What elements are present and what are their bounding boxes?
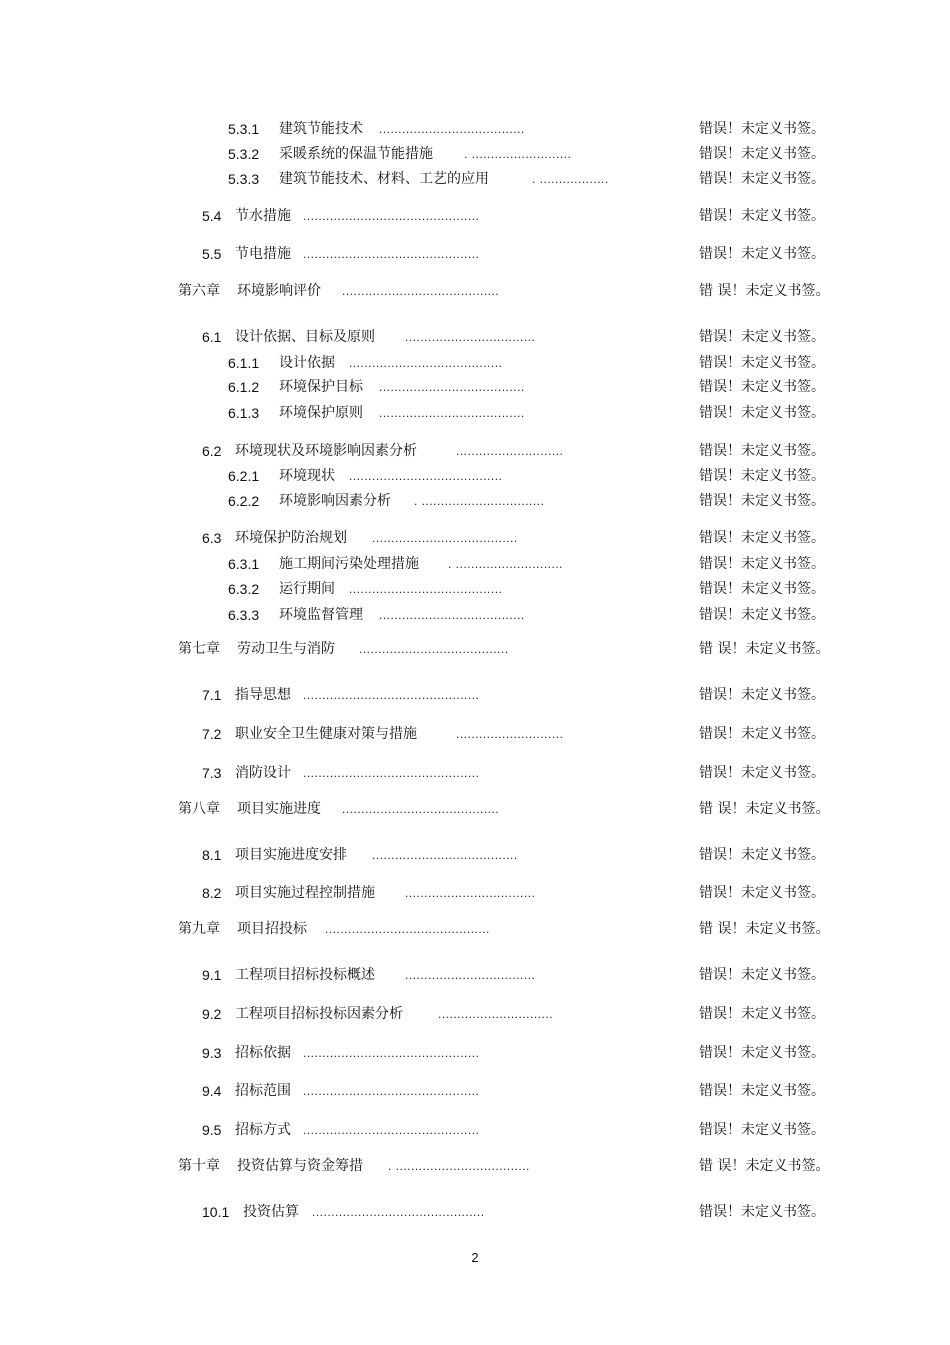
toc-title[interactable]: 运行期间 (279, 581, 335, 597)
toc-leader: .............................................. (303, 688, 480, 702)
toc-entry[interactable] (0, 490, 950, 512)
toc-chapter[interactable] (0, 918, 950, 940)
toc-entry[interactable] (0, 168, 950, 190)
toc-title[interactable]: 项目招投标 (237, 921, 307, 937)
toc-leader: ...................................... (372, 848, 518, 862)
toc-chapter-number: 第九章 (178, 921, 220, 937)
toc-chapter[interactable] (0, 798, 950, 820)
toc-title[interactable]: 环境现状 (279, 468, 335, 484)
toc-title[interactable]: 环境影响评价 (237, 283, 321, 299)
toc-chapter-number: 第八章 (178, 801, 220, 817)
toc-page-ref[interactable]: 错误！未定义书签。 (699, 556, 825, 572)
toc-entry[interactable] (0, 1201, 950, 1223)
toc-title[interactable]: 项目实施过程控制措施 (235, 885, 375, 901)
toc-number: 9.5 (202, 1122, 222, 1138)
toc-title[interactable]: 投资估算与资金筹措 (237, 1158, 363, 1174)
toc-number: 9.2 (202, 1006, 222, 1022)
toc-number: 5.5 (202, 246, 222, 262)
toc-chapter-number: 第十章 (178, 1158, 220, 1174)
toc-title[interactable]: 招标依据 (235, 1045, 291, 1061)
toc-entry[interactable] (0, 352, 950, 374)
toc-leader: ...................................... (379, 608, 525, 622)
toc-chapter-number: 第七章 (178, 641, 220, 657)
toc-number: 5.3.1 (228, 121, 260, 137)
toc-entry[interactable] (0, 402, 950, 424)
toc-leader: ............................................. (312, 1205, 485, 1219)
toc-entry[interactable] (0, 527, 950, 549)
toc-number: 9.1 (202, 967, 222, 983)
toc-page-ref[interactable]: 错误！未定义书签。 (699, 581, 825, 597)
toc-title[interactable]: 劳动卫生与消防 (237, 641, 335, 657)
toc-page-ref[interactable]: 错 误！未定义书签。 (699, 1158, 830, 1174)
toc-title[interactable]: 建筑节能技术 (279, 121, 363, 137)
toc-number: 5.3.2 (228, 146, 260, 162)
toc-leader: ........................................ (349, 469, 503, 483)
toc-number: 9.4 (202, 1083, 222, 1099)
toc-title[interactable]: 环境保护防治规划 (235, 530, 347, 546)
toc-title[interactable]: 招标范围 (235, 1083, 291, 1099)
toc-title[interactable]: 设计依据 (279, 355, 335, 371)
toc-page-ref[interactable]: 错误！未定义书签。 (699, 171, 825, 187)
toc-title[interactable]: 投资估算 (243, 1204, 299, 1220)
toc-entry[interactable] (0, 440, 950, 462)
toc-entry[interactable] (0, 1119, 950, 1141)
toc-page-ref[interactable]: 错误！未定义书签。 (699, 208, 825, 224)
toc-page-ref[interactable]: 错误！未定义书签。 (699, 847, 825, 863)
toc-title[interactable]: 消防设计 (235, 765, 291, 781)
toc-title[interactable]: 节水措施 (235, 208, 291, 224)
toc-page-ref[interactable]: 错误！未定义书签。 (699, 530, 825, 546)
toc-number: 6.3.3 (228, 607, 260, 623)
toc-title[interactable]: 建筑节能技术、材料、工艺的应用 (279, 171, 489, 187)
toc-leader: . ................................... (388, 1159, 530, 1173)
toc-number: 6.3.2 (228, 581, 260, 597)
toc-number: 6.1.2 (228, 379, 260, 395)
toc-leader: ......................................... (342, 802, 500, 816)
toc-page-ref[interactable]: 错误！未定义书签。 (699, 246, 825, 262)
toc-number: 6.2 (202, 443, 222, 459)
toc-leader: .............................................. (303, 1123, 480, 1137)
toc-number: 7.1 (202, 687, 222, 703)
toc-leader: .................................. (405, 330, 536, 344)
toc-title[interactable]: 项目实施进度 (237, 801, 321, 817)
toc-title[interactable]: 工程项目招标投标概述 (235, 967, 375, 983)
toc-entry[interactable] (0, 243, 950, 265)
toc-leader: . ................................ (414, 494, 545, 508)
toc-number: 9.3 (202, 1045, 222, 1061)
toc-number: 6.1 (202, 329, 222, 345)
toc-page-ref[interactable]: 错误！未定义书签。 (699, 765, 825, 781)
toc-page-ref[interactable]: 错误！未定义书签。 (699, 493, 825, 509)
toc-entry[interactable] (0, 762, 950, 784)
toc-leader: .............................................. (303, 247, 480, 261)
toc-number: 7.3 (202, 765, 222, 781)
toc-page-ref[interactable]: 错 误！未定义书签。 (699, 283, 830, 299)
toc-entry[interactable] (0, 376, 950, 398)
toc-leader: .................................. (405, 968, 536, 982)
toc-leader: .................................. (405, 886, 536, 900)
toc-page-ref[interactable]: 错误！未定义书签。 (699, 121, 825, 137)
toc-number: 6.2.1 (228, 468, 260, 484)
page-number: 2 (471, 1250, 479, 1265)
toc-title[interactable]: 节电措施 (235, 246, 291, 262)
toc-leader: ...................................... (379, 380, 525, 394)
toc-page-ref[interactable]: 错误！未定义书签。 (699, 726, 825, 742)
toc-page-ref[interactable]: 错误！未定义书签。 (699, 607, 825, 623)
toc-title[interactable]: 采暖系统的保温节能措施 (279, 146, 433, 162)
toc-entry[interactable] (0, 964, 950, 986)
toc-title[interactable]: 施工期间污染处理措施 (279, 556, 419, 572)
toc-leader: ....................................... (359, 642, 509, 656)
toc-entry[interactable] (0, 882, 950, 904)
toc-page-ref[interactable]: 错误！未定义书签。 (699, 687, 825, 703)
toc-page-ref[interactable]: 错误！未定义书签。 (699, 443, 825, 459)
toc-number: 6.3.1 (228, 556, 260, 572)
toc-entry[interactable] (0, 723, 950, 745)
toc-leader: ........................................ (349, 356, 503, 370)
toc-page-ref[interactable]: 错 误！未定义书签。 (699, 641, 830, 657)
toc-entry[interactable] (0, 844, 950, 866)
toc-entry[interactable] (0, 326, 950, 348)
toc-entry[interactable] (0, 1080, 950, 1102)
toc-page-ref[interactable]: 错误！未定义书签。 (699, 379, 825, 395)
toc-page-ref[interactable]: 错误！未定义书签。 (699, 967, 825, 983)
toc-title[interactable]: 环境监督管理 (279, 607, 363, 623)
toc-page-ref[interactable]: 错误！未定义书签。 (699, 1083, 825, 1099)
toc-leader: ........................................ (349, 582, 503, 596)
toc-leader: ............................ (456, 444, 564, 458)
toc-title[interactable]: 环境保护原则 (279, 405, 363, 421)
toc-chapter-number: 第六章 (178, 283, 220, 299)
toc-entry[interactable] (0, 1003, 950, 1025)
toc-page-ref[interactable]: 错误！未定义书签。 (699, 146, 825, 162)
toc-leader: . .................. (532, 172, 609, 186)
toc-number: 8.2 (202, 885, 222, 901)
toc-leader: . .......................... (464, 147, 572, 161)
toc-entry[interactable] (0, 604, 950, 626)
toc-leader: ........................................... (325, 922, 490, 936)
toc-number: 5.4 (202, 208, 222, 224)
toc-chapter[interactable] (0, 1155, 950, 1177)
toc-leader: ...................................... (379, 122, 525, 136)
toc-number: 7.2 (202, 726, 222, 742)
toc-number: 6.3 (202, 530, 222, 546)
toc-title[interactable]: 指导思想 (235, 687, 291, 703)
toc-leader: .............................. (438, 1007, 554, 1021)
toc-title[interactable]: 职业安全卫生健康对策与措施 (235, 726, 417, 742)
toc-page-ref[interactable]: 错误！未定义书签。 (699, 329, 825, 345)
toc-page-ref[interactable]: 错误！未定义书签。 (699, 468, 825, 484)
toc-leader: .............................................. (303, 1084, 480, 1098)
toc-leader: ...................................... (379, 406, 525, 420)
toc-title[interactable]: 环境保护目标 (279, 379, 363, 395)
toc-page-ref[interactable]: 错误！未定义书签。 (699, 355, 825, 371)
toc-leader: . ............................ (448, 557, 564, 571)
toc-chapter[interactable] (0, 638, 950, 660)
toc-leader: ............................ (456, 727, 564, 741)
toc-number: 5.3.3 (228, 171, 260, 187)
toc-page-ref[interactable]: 错 误！未定义书签。 (699, 921, 830, 937)
toc-number: 6.2.2 (228, 493, 260, 509)
toc-page-ref[interactable]: 错误！未定义书签。 (699, 885, 825, 901)
toc-title[interactable]: 工程项目招标投标因素分析 (235, 1006, 403, 1022)
toc-number: 6.1.1 (228, 355, 260, 371)
toc-chapter[interactable] (0, 280, 950, 302)
toc-number: 10.1 (202, 1204, 230, 1220)
toc-number: 8.1 (202, 847, 222, 863)
toc-leader: .............................................. (303, 209, 480, 223)
toc-entry[interactable] (0, 578, 950, 600)
toc-number: 6.1.3 (228, 405, 260, 421)
toc-entry[interactable] (0, 553, 950, 575)
toc-entry[interactable] (0, 1042, 950, 1064)
toc-title[interactable]: 环境影响因素分析 (279, 493, 391, 509)
toc-leader: .............................................. (303, 1046, 480, 1060)
toc-page-ref[interactable]: 错误！未定义书签。 (699, 1122, 825, 1138)
toc-entry[interactable] (0, 684, 950, 706)
toc-page-ref[interactable]: 错误！未定义书签。 (699, 1006, 825, 1022)
toc-entry[interactable] (0, 118, 950, 140)
toc-leader: ......................................... (342, 284, 500, 298)
toc-entry[interactable] (0, 143, 950, 165)
toc-title[interactable]: 项目实施进度安排 (235, 847, 347, 863)
toc-entry[interactable] (0, 205, 950, 227)
toc-title[interactable]: 环境现状及环境影响因素分析 (235, 443, 417, 459)
toc-page-ref[interactable]: 错误！未定义书签。 (699, 405, 825, 421)
toc-leader: .............................................. (303, 766, 480, 780)
toc-page-ref[interactable]: 错 误！未定义书签。 (699, 801, 830, 817)
toc-page-ref[interactable]: 错误！未定义书签。 (699, 1204, 825, 1220)
toc-page-ref[interactable]: 错误！未定义书签。 (699, 1045, 825, 1061)
toc-leader: ...................................... (372, 531, 518, 545)
toc-title[interactable]: 设计依据、目标及原则 (235, 329, 375, 345)
toc-entry[interactable] (0, 465, 950, 487)
toc-title[interactable]: 招标方式 (235, 1122, 291, 1138)
